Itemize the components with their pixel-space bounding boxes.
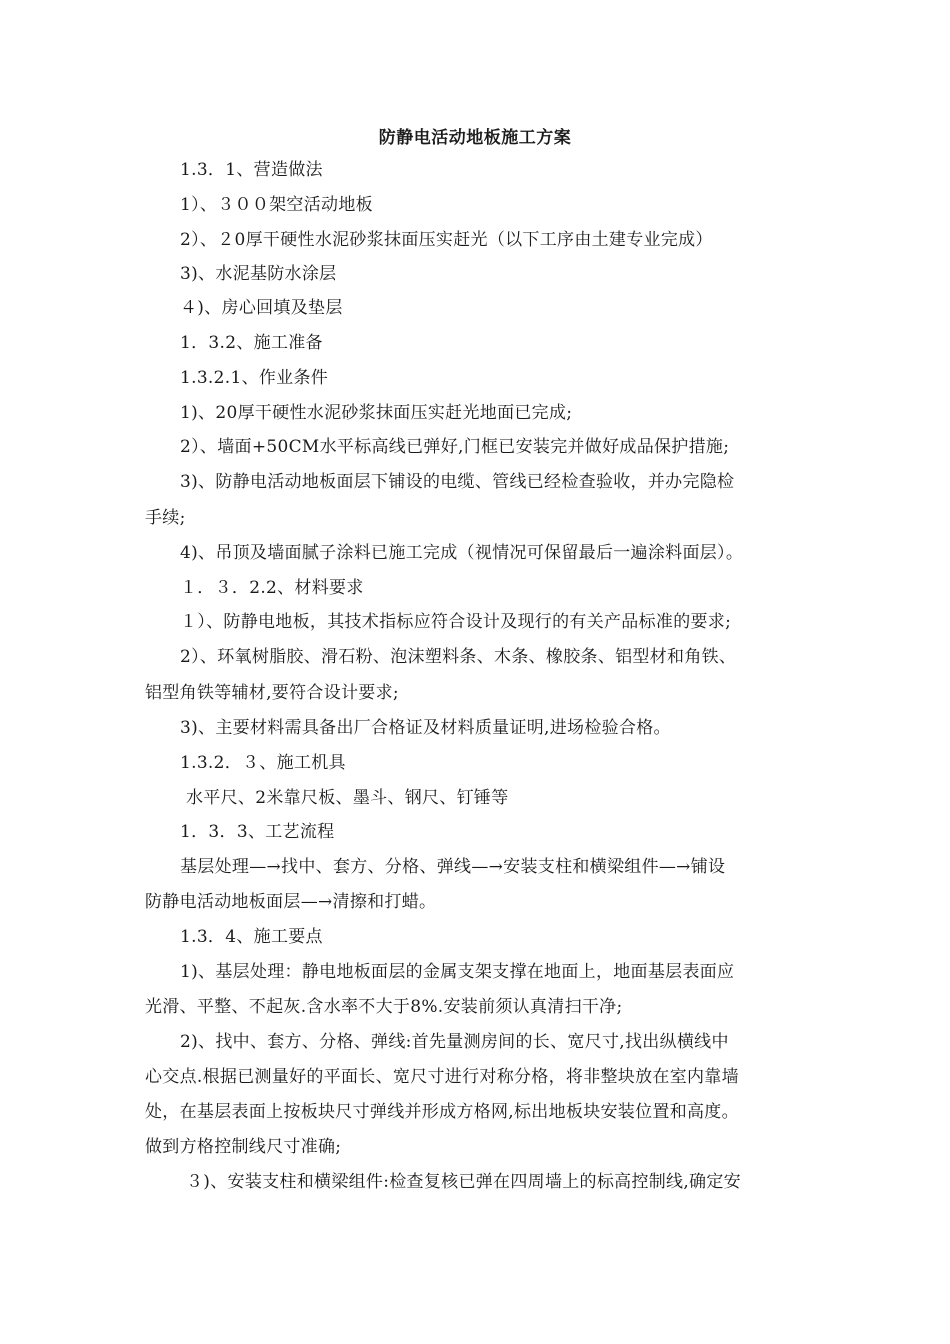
text-line: 光滑、平整、不起灰.含水率不大于8%.安装前须认真清扫干净; [145,997,623,1017]
text-line: 2）、墙面+50CM水平标高线已弹好,门框已安装完并做好成品保护措施; [180,437,730,457]
text-line: 1.3．1、营造做法 [180,160,323,180]
text-line: 3)、水泥基防水涂层 [180,264,337,284]
text-line: 4)、吊顶及墙面腻子涂料已施工完成（视情况可保留最后一遍涂料面层）。 [180,543,744,563]
text-line: 2）、环氧树脂胶、滑石粉、泡沫塑料条、木条、橡胶条、铝型材和角铁、 [180,647,737,667]
text-line: 心交点.根据已测量好的平面长、宽尺寸进行对称分格，将非整块放在室内靠墙 [145,1067,739,1087]
text-line: 处，在基层表面上按板块尺寸弹线并形成方格网,标出地板块安装位置和高度。 [145,1102,739,1122]
text-line: 水平尺、2米靠尺板、墨斗、钢尺、钉锤等 [186,788,509,808]
text-line: 2）、２0厚干硬性水泥砂浆抹面压实赶光（以下工序由土建专业完成） [180,230,713,250]
text-line: 3)、主要材料需具备出厂合格证及材料质量证明,进场检验合格。 [180,718,671,738]
text-line: 2)、找中、套方、分格、弹线:首先量测房间的长、宽尺寸,找出纵横线中 [180,1032,729,1052]
text-line: 1.3．4、施工要点 [180,927,323,947]
text-line: 1）、３００架空活动地板 [180,195,373,215]
text-line: 铝型角铁等辅材,要符合设计要求; [145,683,399,703]
text-line: 3)、防静电活动地板面层下铺设的电缆、管线已经检查验收，并办完隐检 [180,472,735,492]
text-line: 1.3.2．３、施工机具 [180,753,346,773]
text-line: 基层处理—→找中、套方、分格、弹线—→安装支柱和横梁组件—→铺设 [180,857,726,877]
text-line: 1．3．3、工艺流程 [180,822,335,842]
text-line: 1)、基层处理：静电地板面层的金属支架支撑在地面上，地面基层表面应 [180,962,735,982]
text-line: 1)、20厚干硬性水泥砂浆抹面压实赶光地面已完成; [180,403,573,423]
text-line: 防静电活动地板面层—→清擦和打蜡。 [145,892,437,912]
text-line: ４)、房心回填及垫层 [180,298,343,318]
text-line: １．３．2.2、材料要求 [180,578,364,598]
document-title: 防静电活动地板施工方案 [378,128,572,148]
text-line: １）、防静电地板，其技术指标应符合设计及现行的有关产品标准的要求; [180,612,732,632]
text-line: 1．3.2、施工准备 [180,333,323,353]
text-line: 1.3.2.1、作业条件 [180,368,329,388]
text-line: ３)、安装支柱和横梁组件:检查复核已弹在四周墙上的标高控制线,确定安 [186,1172,741,1192]
text-line: 做到方格控制线尺寸准确; [145,1137,342,1157]
text-line: 手续; [145,508,186,528]
